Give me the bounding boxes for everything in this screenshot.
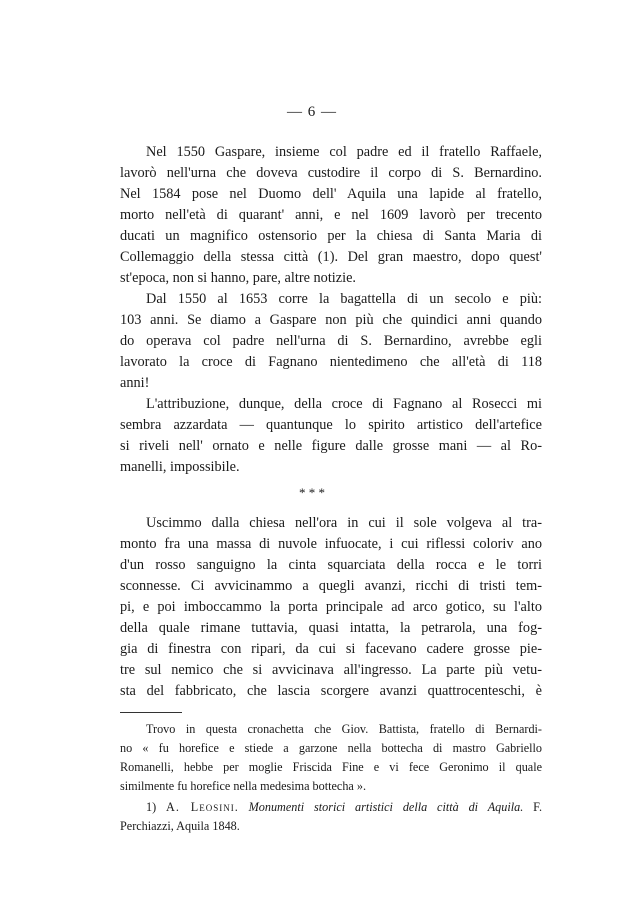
text-line: monto fra una massa di nuvole infuocate, i cui riflessi coloriv ano	[120, 536, 542, 552]
text-line: Collemaggio della stessa città (1). Del gran maestro, dopo quest'	[120, 249, 542, 265]
text-line: gia di finestra con ripari, da cui si facevano cadere grosse pie-	[120, 641, 542, 657]
text-line: manelli, impossibile.	[120, 459, 240, 475]
text-line: morto nell'età di quarant' anni, e nel 1609 lavorò per trecento	[120, 207, 542, 223]
text-line: Nel 1550 Gaspare, insieme col padre ed il fratello Raffaele,	[146, 144, 542, 160]
text-line: Nel 1584 pose nel Duomo dell' Aquila una lapide al fratello,	[120, 186, 542, 202]
footnote-number: 1)	[146, 800, 157, 814]
text-line: Uscimmo dalla chiesa nell'ora in cui il sole volgeva al tra-	[146, 515, 542, 531]
section-separator: * * *	[299, 485, 325, 500]
footnote-author: A. Leosini.	[166, 800, 239, 814]
footnote-publisher: F.	[533, 800, 542, 814]
text-line: sembra azzardata — quantunque lo spirito artistico dell'artefice	[120, 417, 542, 433]
text-line: anni!	[120, 375, 150, 391]
footnote-line: Romanelli, hebbe per moglie Friscida Fine e vi fece Geronimo il quale	[120, 760, 542, 774]
footnote-rule	[120, 712, 182, 713]
text-line: lavorò nell'urna che doveva custodire il corpo di S. Bernardino.	[120, 165, 542, 181]
text-line: della quale rimane tuttavia, quasi intatta, la petrarola, una fog-	[120, 620, 542, 636]
text-line: sconnesse. Ci avvicinammo a quegli avanzi, ricchi di tristi tem-	[120, 578, 542, 594]
text-line: sta del fabbricato, che lascia scorgere avanzi quattrocenteschi, è	[120, 683, 542, 699]
text-line: tre sul nemico che si avvicinava all'ingresso. La parte più vetu-	[120, 662, 542, 678]
footnote-title: Monumenti storici artistici della città di Aquila.	[248, 800, 524, 814]
footnote-line: Trovo in questa cronachetta che Giov. Battista, fratello di Bernardi-	[146, 722, 542, 736]
text-line: lavorato la croce di Fagnano nientedimeno che all'età di 118	[120, 354, 542, 370]
page-number-header: — 6 —	[287, 104, 337, 120]
footnote-reference	[146, 798, 542, 817]
text-line: Dal 1550 al 1653 corre la bagattella di un secolo e più:	[146, 291, 542, 307]
footnote-line: Perchiazzi, Aquila 1848.	[120, 819, 240, 833]
text-line: L'attribuzione, dunque, della croce di Fagnano al Rosecci mi	[146, 396, 542, 412]
text-line: st'epoca, non si hanno, pare, altre notizie.	[120, 270, 357, 286]
footnote-line: no « fu horefice e stiede a garzone nella bottecha di mastro Gabriello	[120, 741, 542, 755]
text-line: do operava col padre nell'urna di S. Bernardino, avrebbe egli	[120, 333, 542, 349]
text-line: 103 anni. Se diamo a Gaspare non più che quindici anni quando	[120, 312, 542, 328]
text-line: ducati un magnifico ostensorio per la chiesa di Santa Maria di	[120, 228, 542, 244]
footnote-line: similmente fu horefice nella medesima bottecha ».	[120, 779, 367, 793]
text-line: pi, e poi imboccammo la porta principale ad arco gotico, su l'alto	[120, 599, 542, 615]
text-line: d'un rosso sanguigno la cinta squarciata della rocca e le torri	[120, 557, 542, 573]
text-line: si riveli nell' ornato e nelle figure dalle grosse mani — al Ro-	[120, 438, 542, 454]
